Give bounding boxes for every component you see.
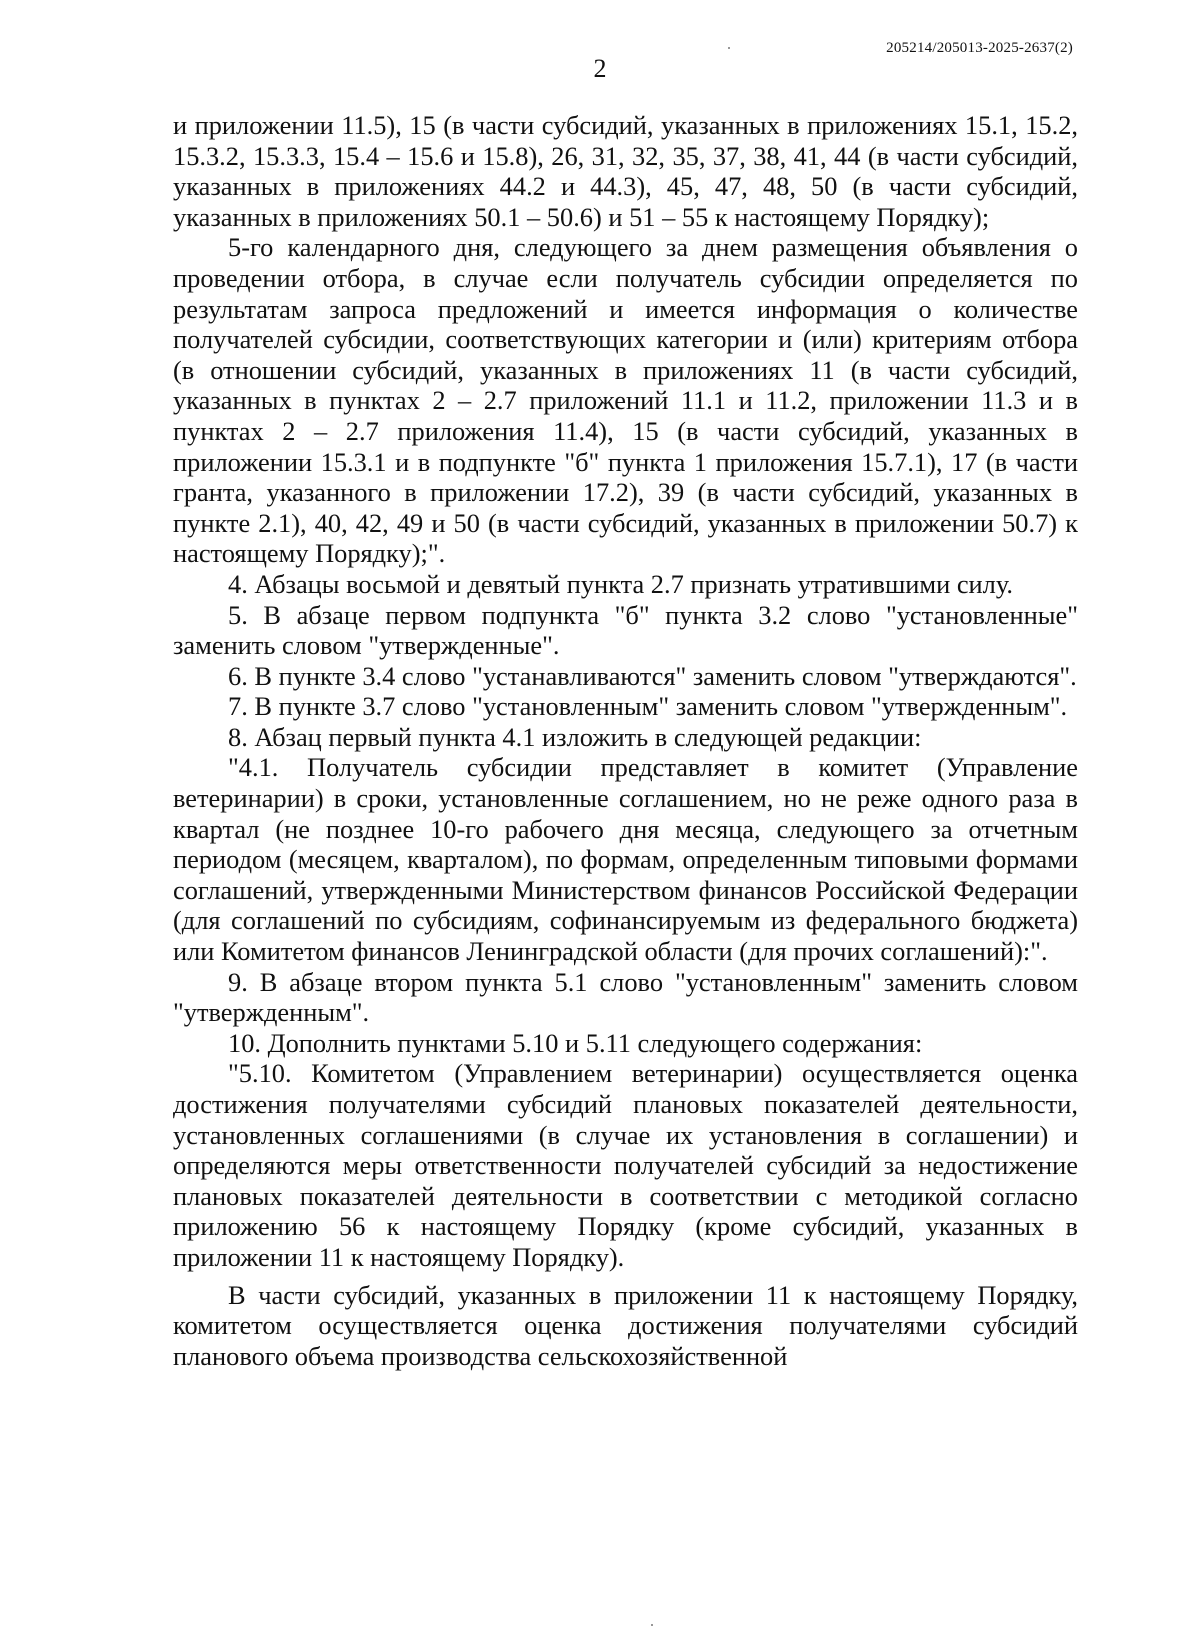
page-number: 2 <box>593 54 607 83</box>
paragraph-clause-4-1: "4.1. Получатель субсидии представляет в комитет (Управление ветеринарии) в сроки, установленные соглашением, но не реже одного раза в квартал (не позднее 10-го рабочего дня месяца, следующего за отчетным периодом (месяцем, кварталом), по формам, определенным типовыми формами соглашений, утвержденными Министерством финансов Российской Федерации (для соглашений по субсидиям, софинансируемым из федерального бюджета) или Комитетом финансов Ленинградской области (для прочих соглашений):". <box>173 752 1078 967</box>
paragraph-item-6: 6. В пункте 3.4 слово "устанавливаются" заменить словом "утверждаются". <box>228 660 1077 691</box>
paragraph-clause-5-10: "5.10. Комитетом (Управлением ветеринарии) осуществляется оценка достижения получателями субсидий плановых показателей деятельности, установленных соглашениями (в случае их установления в соглашении) и определяются меры ответственности получателей субсидий за недостижение плановых показателей деятельности в соответствии с методикой согласно приложению 56 к настоящему Порядку (кроме субсидий, указанных в приложении 11 к настоящему Порядку). <box>173 1058 1078 1272</box>
paragraph-item-5: 5. В абзаце первом подпункта "б" пункта 3.2 слово "установленные" заменить словом "утвержденные". <box>173 599 1078 661</box>
document-id: 205214/205013-2025-2637(2) <box>886 40 1073 56</box>
paragraph-item-7: 7. В пункте 3.7 слово "установленным" заменить словом "утвержденным". <box>228 691 1068 722</box>
paragraph-appendix-11: В части субсидий, указанных в приложении 11 к настоящему Порядку, комитетом осуществляется оценка достижения получателями субсидий планового объема производства сельскохозяйственной <box>173 1279 1078 1371</box>
paragraph-continuation: и приложении 11.5), 15 (в части субсидий, указанных в приложениях 15.1, 15.2, 15.3.2, 15.3.3, 15.4 – 15.6 и 15.8), 26, 31, 32, 35, 37, 38, 41, 44 (в части субсидий, указанных в приложениях 44.2 и 44.3), 45, 47, 48, 50 (в части субсидий, указанных в приложениях 50.1 – 50.6) и 51 – 55 к настоящему Порядку); <box>173 110 1078 232</box>
paragraph-item-4: 4. Абзацы восьмой и девятый пункта 2.7 признать утратившими силу. <box>228 568 1013 599</box>
paragraph-item-10: 10. Дополнить пунктами 5.10 и 5.11 следующего содержания: <box>228 1027 923 1058</box>
scan-artifact <box>728 47 730 49</box>
scan-artifact <box>651 1624 653 1626</box>
paragraph-fifth-day: 5-го календарного дня, следующего за днем размещения объявления о проведении отбора, в случае если получатель субсидии определяется по результатам запроса предложений и имеется информация о количестве получателей субсидии, соответствующих категории и (или) критериям отбора (в отношении субсидий, указанных в приложениях 11 (в части субсидий, указанных в пунктах 2 – 2.7 приложений 11.1 и 11.2, приложении 11.3 и в пунктах 2 – 2.7 приложения 11.4), 15 (в части субсидий, указанных в приложении 15.3.1 и в подпункте "б" пункта 1 приложения 15.7.1), 17 (в части гранта, указанного в приложении 17.2), 39 (в части субсидий, указанных в пункте 2.1), 40, 42, 49 и 50 (в части субсидий, указанных в приложении 50.7) к настоящему Порядку);". <box>173 232 1078 569</box>
paragraph-item-9: 9. В абзаце втором пункта 5.1 слово "установленным" заменить словом "утвержденным". <box>173 966 1078 1028</box>
paragraph-item-8: 8. Абзац первый пункта 4.1 изложить в следующей редакции: <box>228 721 922 752</box>
document-body <box>173 110 1078 1371</box>
